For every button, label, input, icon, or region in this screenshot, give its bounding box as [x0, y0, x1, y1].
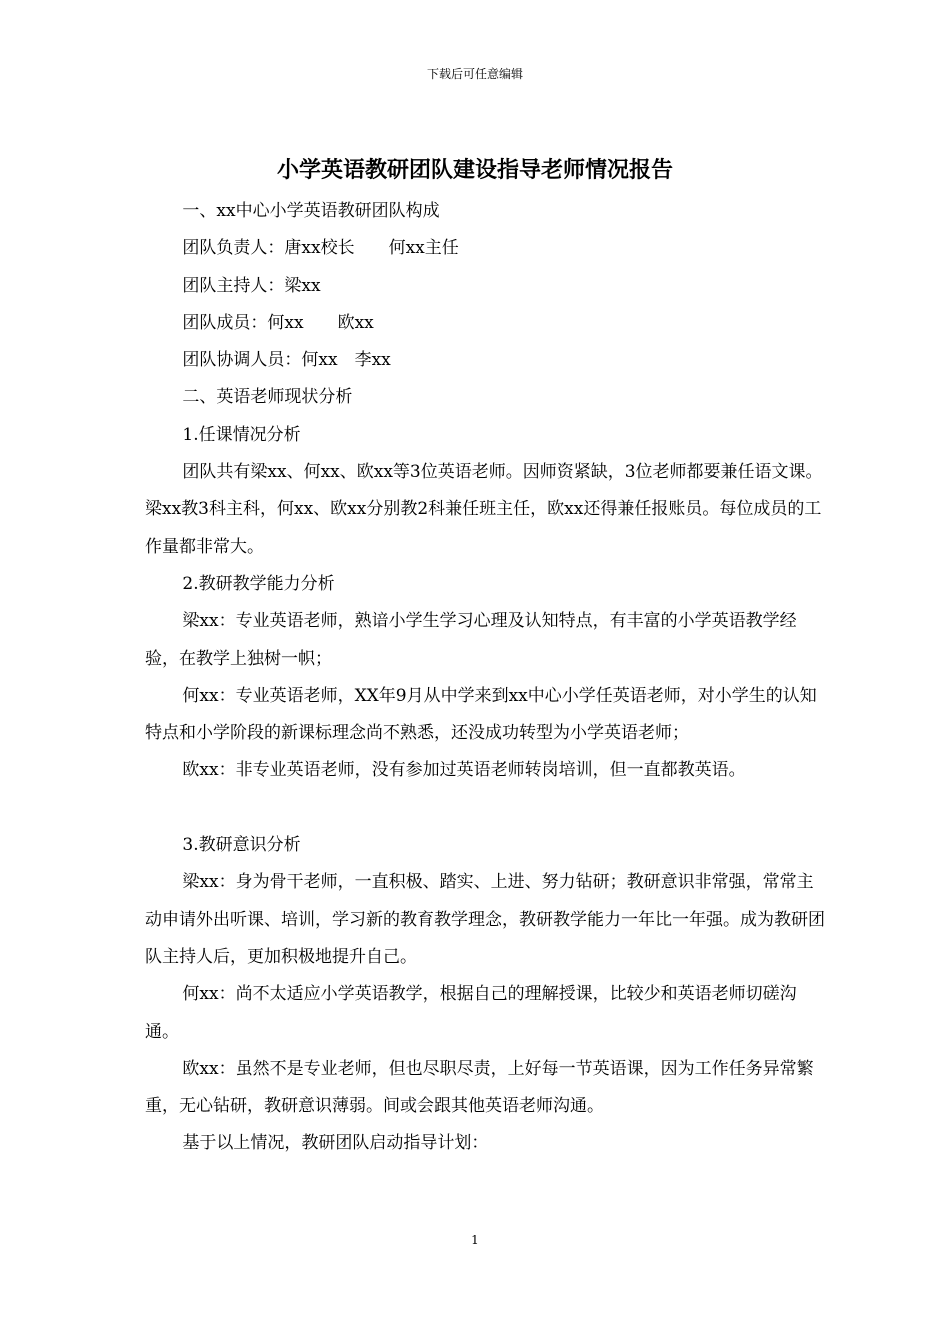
team-members-line: 团队成员：何xx 欧xx	[182, 312, 374, 333]
page-header-note: 下载后可任意编辑	[426, 67, 523, 81]
page-number: 1	[471, 1233, 479, 1247]
document-body	[145, 193, 825, 1163]
paragraph-ability-he: 何xx：专业英语老师，XX年9月从中学来到xx中心小学任英语老师，对小学生的认知特点和小学阶段的新课标理念尚不熟悉，还没成功转型为小学英语老师；	[145, 685, 817, 744]
subheading-teaching-load: 1.任课情况分析	[182, 424, 301, 445]
subheading-teaching-ability: 2.教研教学能力分析	[182, 573, 335, 594]
section-heading-team-structure: 一、xx中心小学英语教研团队构成	[182, 201, 440, 221]
team-leaders-line: 团队负责人：唐xx校长 何xx主任	[182, 238, 459, 259]
paragraph-awareness-he: 何xx：尚不太适应小学英语教学，根据自己的理解授课，比较少和英语老师切磋沟通。	[145, 984, 797, 1042]
section-heading-teacher-analysis: 二、英语老师现状分析	[182, 387, 353, 408]
team-host-line: 团队主持人：梁xx	[182, 275, 321, 296]
paragraph-teaching-load: 团队共有梁xx、何xx、欧xx等3位英语老师。因师资紧缺，3位老师都要兼任语文课。梁xx教3科主科，何xx、欧xx分别教2科兼任班主任，欧xx还得兼任报账员。每位成员的工作量都非常大。	[145, 462, 823, 557]
document-title: 小学英语教研团队建设指导老师情况报告	[276, 157, 673, 183]
paragraph-ability-liang: 梁xx：专业英语老师，熟谙小学生学习心理及认知特点，有丰富的小学英语教学经验，在教学上独树一帜；	[145, 611, 797, 669]
subheading-research-awareness: 3.教研意识分析	[182, 835, 301, 856]
paragraph-conclusion: 基于以上情况，教研团队启动指导计划：	[182, 1133, 489, 1154]
paragraph-awareness-ou: 欧xx：虽然不是专业老师，但也尽职尽责，上好每一节英语课，因为工作任务异常繁重，无心钻研，教研意识薄弱。间或会跟其他英语老师沟通。	[145, 1058, 814, 1117]
team-coordinators-line: 团队协调人员：何xx 李xx	[182, 350, 391, 371]
paragraph-awareness-liang: 梁xx：身为骨干老师，一直积极、踏实、上进、努力钻研；教研意识非常强，常常主动申请外出听课、培训，学习新的教育教学理念，教研教学能力一年比一年强。成为教研团队主持人后，更加积极地提升自己。	[145, 872, 825, 967]
paragraph-ability-ou: 欧xx：非专业英语老师，没有参加过英语老师转岗培训，但一直都教英语。	[182, 760, 746, 781]
blank-line	[145, 790, 825, 827]
